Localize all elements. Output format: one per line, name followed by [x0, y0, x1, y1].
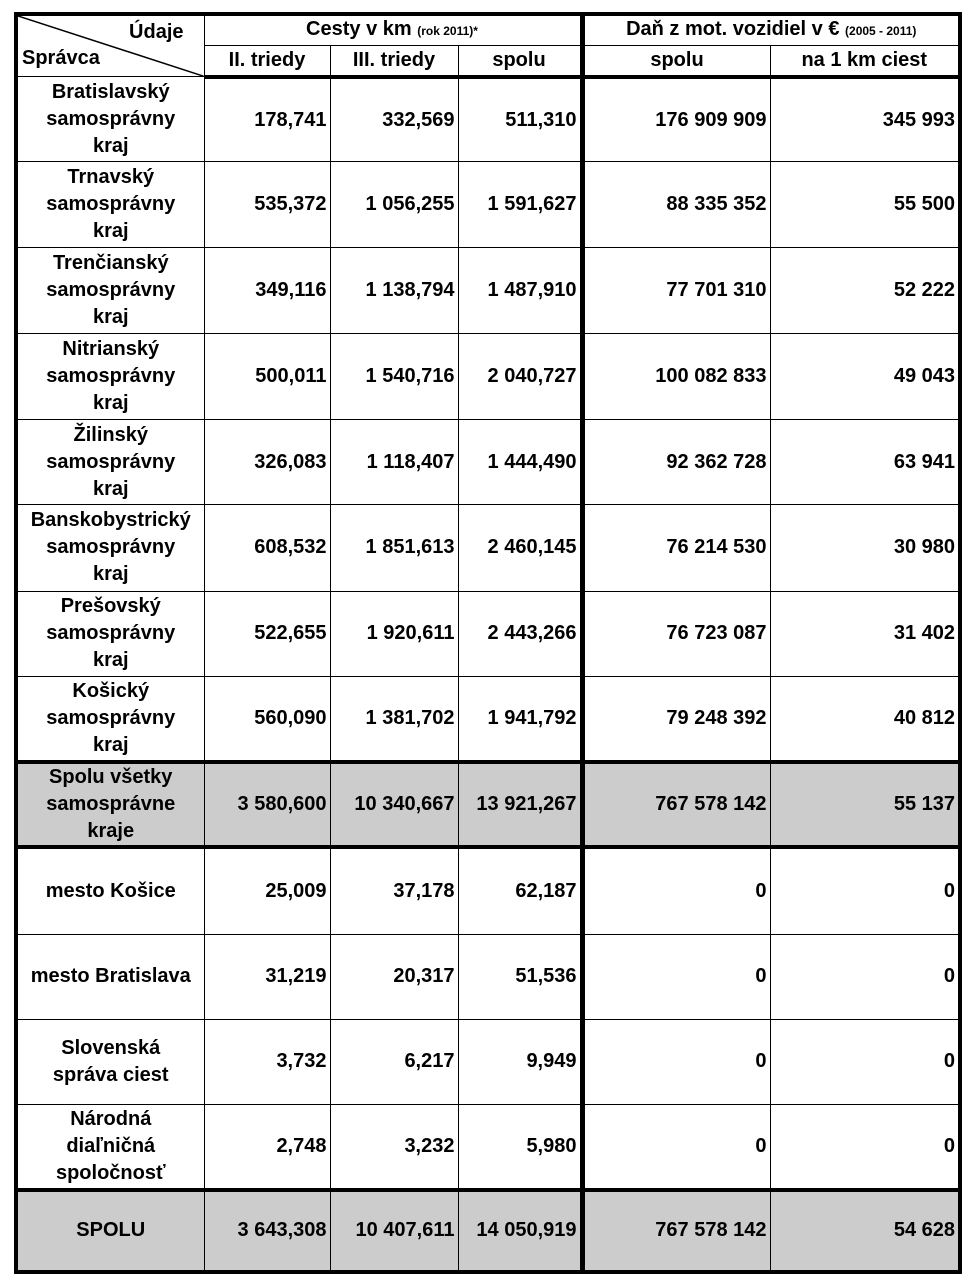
group-header-roads: [204, 14, 582, 46]
cell-class2-km: 608,532: [204, 505, 330, 591]
row-label-line: mesto Bratislava: [30, 965, 191, 988]
cell-tax-total: 76 723 087: [582, 591, 770, 676]
cell-class3-km: 1 540,716: [330, 333, 458, 419]
cell-tax-per-km: 52 222: [770, 247, 960, 333]
row-label-line: Nitrianský: [62, 337, 160, 360]
cell-tax-total: 0: [582, 934, 770, 1019]
row-label: [16, 762, 204, 847]
row-label: [16, 247, 204, 333]
cell-tax-total: 77 701 310: [582, 247, 770, 333]
row-label-line: samosprávny: [46, 107, 176, 130]
cell-tax-total: 176 909 909: [582, 77, 770, 162]
cell-roads-total-km: 1 941,792: [458, 676, 582, 761]
cell-class2-km: 535,372: [204, 162, 330, 247]
row-label: [16, 847, 204, 934]
row-label: [16, 676, 204, 761]
col-header-tax-total: spolu: [582, 46, 770, 77]
corner-label-data: Údaje: [129, 21, 184, 43]
row-label-line: samosprávny: [46, 706, 176, 729]
row-label-line: SPOLU: [76, 1219, 146, 1242]
row-label-line: spoločnosť: [55, 1161, 166, 1184]
row-label-line: samosprávny: [46, 364, 176, 387]
cell-class3-km: 10 340,667: [330, 762, 458, 847]
row-label-line: správa ciest: [52, 1063, 169, 1086]
cell-class2-km: 522,655: [204, 591, 330, 676]
cell-tax-per-km: 30 980: [770, 505, 960, 591]
cell-class3-km: 20,317: [330, 934, 458, 1019]
roads-header-note: (rok 2011)*: [417, 24, 478, 39]
cell-tax-per-km: 55 500: [770, 162, 960, 247]
row-label-line: kraj: [92, 733, 129, 756]
cell-tax-per-km: 63 941: [770, 420, 960, 505]
region-row: [16, 420, 960, 505]
group-header-tax: [582, 14, 960, 46]
roads-header-label: Cesty v km: [306, 18, 412, 41]
cell-tax-per-km: 345 993: [770, 77, 960, 162]
cell-class2-km: 3 580,600: [204, 762, 330, 847]
region-row: [16, 591, 960, 676]
tax-header-note: (2005 - 2011): [845, 24, 917, 39]
region-row: [16, 676, 960, 761]
cell-tax-per-km: 54 628: [770, 1190, 960, 1272]
cell-class2-km: 560,090: [204, 676, 330, 761]
row-label-line: samosprávny: [46, 450, 176, 473]
region-row: [16, 505, 960, 591]
cell-tax-total: 0: [582, 1019, 770, 1104]
row-label-line: Trenčianský: [52, 251, 169, 274]
cell-tax-per-km: 0: [770, 847, 960, 934]
region-row: [16, 333, 960, 419]
cell-class2-km: 3 643,308: [204, 1190, 330, 1272]
cell-tax-per-km: 40 812: [770, 676, 960, 761]
cell-roads-total-km: 1 487,910: [458, 247, 582, 333]
region-row: [16, 77, 960, 162]
cell-class2-km: 2,748: [204, 1104, 330, 1189]
cell-tax-total: 88 335 352: [582, 162, 770, 247]
cell-tax-per-km: 49 043: [770, 333, 960, 419]
row-label-line: Slovenská: [61, 1036, 161, 1059]
cell-class2-km: 500,011: [204, 333, 330, 419]
cell-class3-km: 6,217: [330, 1019, 458, 1104]
row-label: [16, 333, 204, 419]
corner-header-cell: [16, 14, 204, 77]
cell-roads-total-km: 13 921,267: [458, 762, 582, 847]
cell-class3-km: 1 056,255: [330, 162, 458, 247]
row-label-line: Banskobystrický: [30, 509, 191, 532]
road-tax-table: [14, 12, 962, 1274]
row-label-line: diaľničná: [66, 1134, 156, 1157]
cell-class3-km: 1 920,611: [330, 591, 458, 676]
cell-roads-total-km: 62,187: [458, 847, 582, 934]
cell-tax-per-km: 0: [770, 934, 960, 1019]
administrator-row: [16, 1104, 960, 1189]
row-label: [16, 1104, 204, 1189]
col-header-class3: III. triedy: [330, 46, 458, 77]
cell-roads-total-km: 2 443,266: [458, 591, 582, 676]
row-label-line: samosprávny: [46, 536, 176, 559]
row-label-line: Prešovský: [60, 595, 161, 618]
region-row: [16, 162, 960, 247]
row-label-line: kraj: [92, 134, 129, 157]
cell-tax-total: 92 362 728: [582, 420, 770, 505]
cell-class3-km: 37,178: [330, 847, 458, 934]
cell-tax-per-km: 0: [770, 1019, 960, 1104]
cell-roads-total-km: 9,949: [458, 1019, 582, 1104]
cell-class3-km: 1 851,613: [330, 505, 458, 591]
cell-roads-total-km: 14 050,919: [458, 1190, 582, 1272]
administrator-row: [16, 847, 960, 934]
row-label-line: kraj: [92, 220, 129, 242]
cell-tax-total: 79 248 392: [582, 676, 770, 761]
row-label-line: mesto Košice: [45, 879, 176, 902]
cell-tax-total: 767 578 142: [582, 1190, 770, 1272]
row-label-line: kraj: [92, 305, 129, 328]
cell-class2-km: 349,116: [204, 247, 330, 333]
row-label-line: kraje: [87, 819, 135, 842]
cell-class3-km: 1 138,794: [330, 247, 458, 333]
row-label: [16, 505, 204, 591]
cell-tax-total: 0: [582, 1104, 770, 1189]
administrator-row: [16, 1019, 960, 1104]
cell-tax-total: 76 214 530: [582, 505, 770, 591]
row-label-line: samosprávny: [46, 193, 176, 215]
row-label-line: Národná: [70, 1107, 152, 1130]
corner-label-administrator: Správca: [22, 47, 100, 70]
cell-roads-total-km: 1 591,627: [458, 162, 582, 247]
row-label: [16, 1190, 204, 1272]
cell-tax-per-km: 31 402: [770, 591, 960, 676]
row-label: [16, 591, 204, 676]
row-label: [16, 162, 204, 247]
cell-class2-km: 3,732: [204, 1019, 330, 1104]
col-header-class2: II. triedy: [204, 46, 330, 77]
cell-class2-km: 31,219: [204, 934, 330, 1019]
cell-class3-km: 3,232: [330, 1104, 458, 1189]
cell-roads-total-km: 511,310: [458, 77, 582, 162]
cell-class3-km: 1 381,702: [330, 676, 458, 761]
cell-roads-total-km: 1 444,490: [458, 420, 582, 505]
row-label-line: Košický: [72, 679, 150, 702]
cell-class2-km: 326,083: [204, 420, 330, 505]
cell-class2-km: 25,009: [204, 847, 330, 934]
cell-tax-total: 0: [582, 847, 770, 934]
row-label-line: Trnavský: [67, 166, 155, 188]
row-label: [16, 77, 204, 162]
cell-roads-total-km: 2 040,727: [458, 333, 582, 419]
cell-tax-total: 100 082 833: [582, 333, 770, 419]
cell-class3-km: 10 407,611: [330, 1190, 458, 1272]
row-label-line: kraj: [92, 477, 129, 500]
col-header-roads-total: spolu: [458, 46, 582, 77]
cell-tax-per-km: 0: [770, 1104, 960, 1189]
row-label: [16, 1019, 204, 1104]
administrator-row: [16, 934, 960, 1019]
row-label-line: samosprávny: [46, 622, 176, 645]
tax-header-label: Daň z mot. vozidiel v €: [626, 18, 840, 41]
region-row: [16, 247, 960, 333]
cell-roads-total-km: 5,980: [458, 1104, 582, 1189]
cell-tax-total: 767 578 142: [582, 762, 770, 847]
row-label-line: kraj: [92, 391, 129, 414]
row-label-line: samosprávny: [46, 278, 176, 301]
cell-tax-per-km: 55 137: [770, 762, 960, 847]
row-label-line: Žilinský: [73, 423, 148, 446]
row-label-line: kraj: [92, 563, 129, 586]
row-label-line: Bratislavský: [51, 80, 170, 103]
subtotal-row: [16, 762, 960, 847]
row-label-line: samosprávne: [46, 792, 176, 815]
col-header-tax-per-km: na 1 km ciest: [770, 46, 960, 77]
row-label: [16, 934, 204, 1019]
cell-roads-total-km: 51,536: [458, 934, 582, 1019]
cell-class3-km: 1 118,407: [330, 420, 458, 505]
row-label-line: kraj: [92, 649, 129, 672]
row-label-line: Spolu všetky: [49, 765, 173, 788]
cell-class2-km: 178,741: [204, 77, 330, 162]
cell-class3-km: 332,569: [330, 77, 458, 162]
grand-total-row: [16, 1190, 960, 1272]
row-label: [16, 420, 204, 505]
cell-roads-total-km: 2 460,145: [458, 505, 582, 591]
